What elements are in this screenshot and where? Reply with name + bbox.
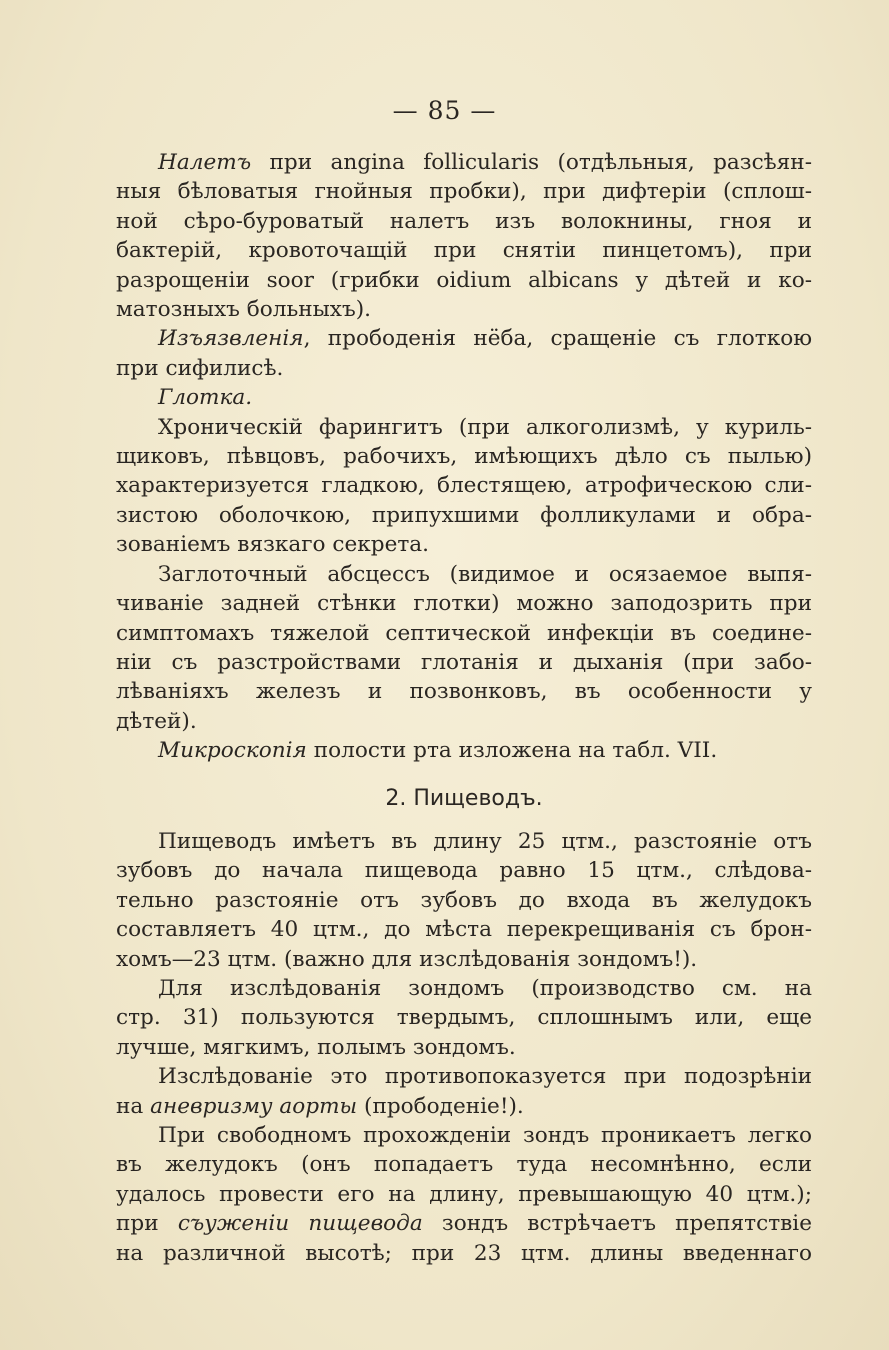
italic-term: Микроскопія [158, 738, 307, 764]
text-line: Для изслѣдованія зондомъ (производство см. на [158, 975, 812, 1001]
text-line [116, 1209, 812, 1238]
text-line: стр. 31) пользуются твердымъ, сплошнымъ или, еще [116, 1005, 812, 1031]
section-heading: 2. Пищеводъ. [385, 785, 543, 811]
text-line: ной сѣро-буроватый налетъ изъ волокнины, гноя и [116, 208, 812, 234]
text-line [116, 148, 812, 177]
text-line: составляетъ 40 цтм., до мѣста перекрещиванія съ брон- [116, 917, 812, 943]
text-line: характеризуется гладкою, блестящею, атрофическою сли- [116, 473, 812, 499]
line-text: при [116, 1211, 178, 1237]
text-line: дѣтей). [116, 708, 197, 734]
text-line: зистою оболочкою, припухшими фолликулами и обра- [116, 502, 812, 528]
line-text: (прободеніе!). [357, 1093, 524, 1119]
text-line [116, 324, 812, 353]
italic-term: Изъязвленія [158, 326, 304, 352]
text-line [116, 1092, 812, 1121]
text-line: тельно разстояніе отъ зубовъ до входа въ желудокъ [116, 887, 812, 913]
text-line: чиваніе задней стѣнки глотки) можно заподозрить при [116, 591, 812, 617]
line-text: полости рта изложена на табл. VII. [306, 738, 718, 764]
text-line: хомъ—23 цтм. (важно для изслѣдованія зондомъ!). [116, 946, 698, 972]
italic-subheading: Глотка. [158, 385, 253, 411]
line-text: зондъ встрѣчаетъ препятствіе [422, 1211, 812, 1237]
text-line: ныя бѣловатыя гнойныя пробки), при дифтеріи (сплош- [116, 179, 812, 205]
text-line: лѣваніяхъ железъ и позвонковъ, въ особенности у [116, 679, 812, 705]
text-line: удалось провести его на длину, превышающую 40 цтм.); [116, 1181, 812, 1207]
text-line: ніи съ разстройствами глотанія и дыханія (при забо- [116, 649, 812, 675]
italic-term: съуженіи пищевода [177, 1211, 423, 1237]
text-line: лучше, мягкимъ, полымъ зондомъ. [116, 1034, 516, 1060]
line-text: на [116, 1093, 151, 1119]
text-line: Заглоточный абсцессъ (видимое и осязаемое выпя- [158, 561, 812, 587]
text-line: Изслѣдованіе это противопоказуется при подозрѣніи [158, 1064, 812, 1090]
italic-term: Налетъ [158, 150, 252, 175]
text-line: бактерій, кровоточащій при снятіи пинцетомъ), при [116, 238, 812, 264]
line-text: , прободенія нёба, сращеніе съ глоткою [303, 326, 812, 352]
text-line: щиковъ, пѣвцовъ, рабочихъ, имѣющихъ дѣло съ пылью) [116, 444, 812, 470]
text-line: Пищеводъ имѣетъ въ длину 25 цтм., разстояніе отъ [158, 828, 812, 854]
text-line [116, 736, 812, 765]
text-line: зубовъ до начала пищевода равно 15 цтм., слѣдова- [116, 858, 812, 884]
text-line: при сифилисѣ. [116, 355, 284, 381]
text-line [116, 383, 812, 412]
text-line: зованіемъ вязкаго секрета. [116, 532, 430, 558]
line-text: при angina follicularis (отдѣльныя, разсѣян- [251, 150, 812, 175]
text-line: въ желудокъ (онъ попадаетъ туда несомнѣнно, если [116, 1152, 812, 1178]
text-line: При свободномъ прохожденіи зондъ проникаетъ легко [158, 1123, 812, 1148]
text-line: Хроническій фарингитъ (при алкоголизмѣ, у куриль- [158, 414, 812, 440]
italic-term: аневризму аорты [150, 1093, 358, 1119]
text-line: разрощеніи soor (грибки oidium albicans у дѣтей и ко- [116, 267, 812, 293]
text-line: на различной высотѣ; при 23 цтм. длины введеннаго [116, 1240, 812, 1266]
page-body [116, 148, 812, 1268]
text-line: симптомахъ тяжелой септической инфекціи въ соедине- [116, 620, 812, 646]
text-line: матозныхъ больныхъ). [116, 297, 372, 323]
page-number: — 85 — [392, 96, 497, 125]
